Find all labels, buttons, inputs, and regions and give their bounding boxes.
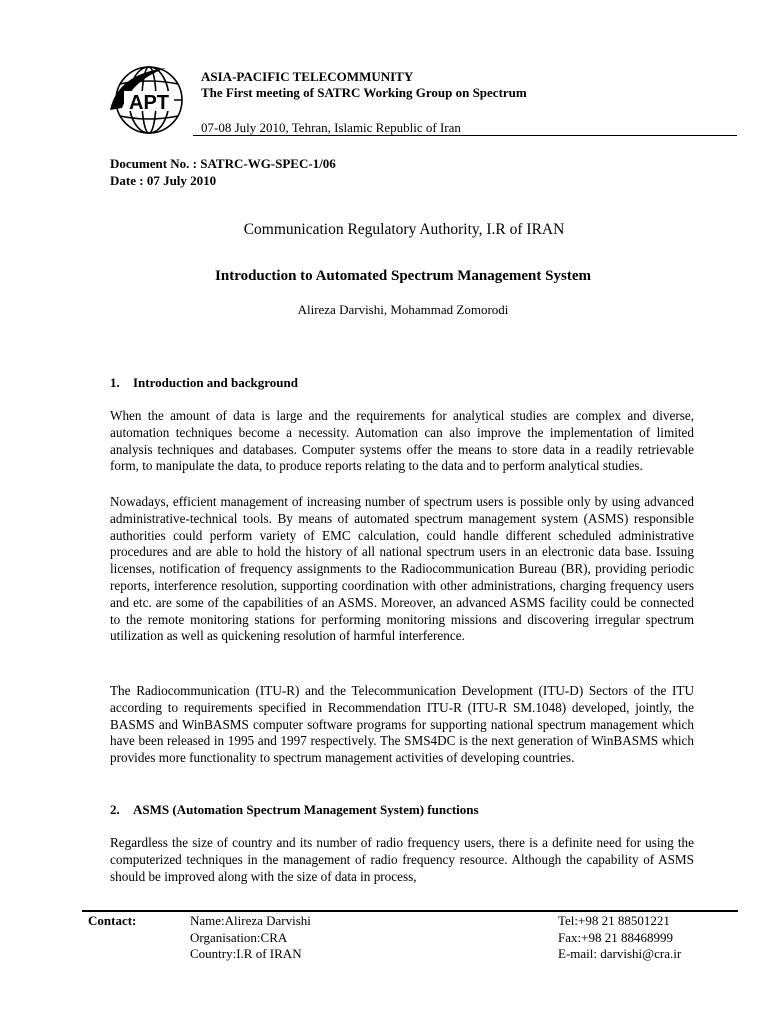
contact-organisation: Organisation:CRA <box>190 929 288 945</box>
authors: Alireza Darvishi, Mohammad Zomorodi <box>297 302 509 317</box>
contact-tel: Tel:+98 21 88501221 <box>558 913 670 928</box>
section-1-heading <box>110 375 298 391</box>
contact-name: Name:Alireza Darvishi <box>190 913 311 928</box>
organization-name: ASIA-PACIFIC TELECOMMUNITY <box>201 69 414 84</box>
header-divider <box>193 135 737 136</box>
document-title: Introduction to Automated Spectrum Management System <box>215 268 591 284</box>
document-number: Document No. : SATRC-WG-SPEC-1/06 <box>110 156 336 171</box>
meeting-date-location: 07-08 July 2010, Tehran, Islamic Republic of Iran <box>201 120 461 135</box>
paragraph: Regardless the size of country and its number of radio frequency users, there is a definite need for using the computerized techniques in the management of radio frequency resource. Although the capability of ASMS should be improved along with the size of data in process, <box>110 835 694 884</box>
section-title: ASMS (Automation Spectrum Management System) functions <box>133 802 479 817</box>
meeting-title: The First meeting of SATRC Working Group on Spectrum <box>201 85 527 100</box>
authority-name: Communication Regulatory Authority, I.R of IRAN <box>243 221 565 238</box>
contact-fax: Fax:+98 21 88468999 <box>558 929 673 945</box>
section-number: 2. <box>110 802 120 817</box>
section-2-heading <box>110 802 479 818</box>
contact-email[interactable]: E-mail: darvishi@cra.ir <box>558 946 682 961</box>
footer-divider <box>82 910 738 912</box>
logo-text: APT <box>129 92 169 114</box>
apt-logo <box>108 64 190 136</box>
contact-country: Country:I.R of IRAN <box>190 946 302 961</box>
paragraph: The Radiocommunication (ITU-R) and the Telecommunication Development (ITU-D) Sectors of the ITU according to requirements specified in Recommendation ITU-R (ITU-R SM.1048) developed, jointly, the BASMS and WinBASMS computer software programs for supporting national spectrum management which have been released in 1995 and 1997 respectively. The SMS4DC is the next generation of WinBASMS which provides more functionality to spectrum management activities of developing countries. <box>110 683 694 766</box>
document-date: Date : 07 July 2010 <box>110 173 217 188</box>
contact-channels <box>558 913 681 963</box>
paragraph: When the amount of data is large and the requirements for analytical studies are complex and diverse, automation techniques become a necessity. Automation can also improve the implementation of limited analysis techniques and databases. Computer systems offer the means to store data in a readily retrievable form, to manipulate the data, to produce reports relating to the data and to perform analytical studies. <box>110 408 694 474</box>
section-number: 1. <box>110 375 120 390</box>
section-title: Introduction and background <box>133 375 298 390</box>
contact-details <box>190 913 311 963</box>
paragraph: Nowadays, efficient management of increasing number of spectrum users is possible only by using advanced administrative-technical tools. By means of automated spectrum management system (ASMS) responsible authorities could perform variety of EMC calculation, could handle different scheduled administrative procedures and are able to hold the history of all national spectrum users in an electronic data base. Issuing licenses, notification of frequency assignments to the Radiocommunication Bureau (BR), providing periodic reports, interference resolution, supporting coordination with other administrations, charging frequency users and etc. are some of the capabilities of an ASMS. Moreover, an advanced ASMS facility could be connected to the remote monitoring stations for performing monitoring missions and discovering irregular spectrum utilization as well as quickening resolution of harmful interference. <box>110 494 694 644</box>
contact-label: Contact: <box>88 913 137 928</box>
